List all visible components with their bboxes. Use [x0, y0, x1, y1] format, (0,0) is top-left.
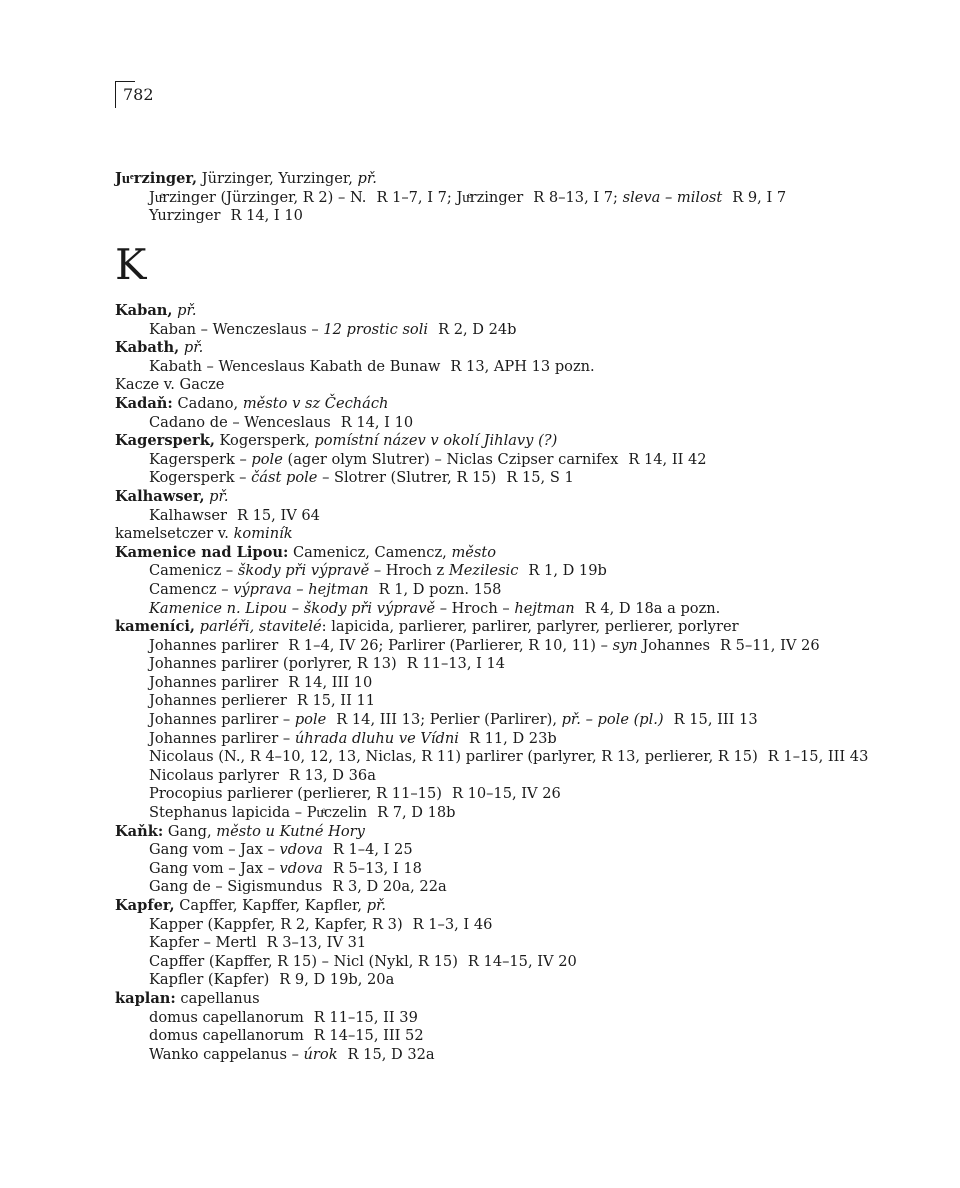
entry-text: Nicolaus (N., R 4–10, 12, 13, Niclas, R 11) parlirer (parlyrer, R 13, perlierer, R 15)	[149, 748, 758, 766]
entry-text: R 10–15, IV 26	[451, 785, 561, 803]
entry-text: Kacze v. Gacze	[115, 376, 225, 394]
index-headword-line	[115, 525, 935, 544]
index-subentry	[115, 841, 935, 860]
italic-annotation: město u Kutné Hory	[216, 822, 365, 840]
index-headword-line	[115, 339, 935, 358]
entry-text: R 5–13, I 18	[332, 859, 422, 877]
italic-annotation: syn	[612, 636, 638, 654]
entry-text: R 8–13, I 7;	[533, 188, 623, 206]
entry-text: : lapicida, parlierer, parlirer, parlyrer, perlierer, porlyrer	[321, 618, 739, 636]
index-subentry	[115, 469, 935, 488]
headword: Kadaň:	[115, 394, 173, 412]
italic-annotation: pomístní název v okolí Jihlavy (?)	[314, 432, 558, 450]
entry-text: R 14–15, IV 20	[467, 952, 577, 970]
entry-text: R 14, II 42	[628, 450, 707, 468]
entry-text: R 15, II 11	[296, 692, 376, 710]
entry-text: kamelsetczer v.	[115, 525, 234, 543]
headword: Kaban,	[115, 302, 173, 319]
index-subentry	[115, 637, 935, 656]
entry-text: R 9, I 7	[732, 188, 787, 206]
headword: kaplan:	[115, 989, 176, 1007]
index-subentry	[115, 1009, 935, 1028]
index-subentry	[115, 414, 935, 433]
entry-text: Johannes parlirer	[149, 636, 279, 654]
italic-annotation: vdova	[279, 841, 323, 859]
entry-text: Kogersperk,	[214, 432, 315, 450]
index-headword-line	[115, 395, 935, 414]
italic-annotation: 12 prostic soli	[323, 320, 429, 338]
italic-annotation: výprava – hejtman	[233, 580, 369, 598]
index-subentry	[115, 785, 935, 804]
entry-text: Procopius parlierer (perlierer, R 11–15)	[149, 785, 442, 803]
entry-text: Jürzinger, Yurzinger,	[197, 170, 358, 187]
entry-text: R 7, D 18b	[377, 804, 456, 822]
entry-text: Kaban – Wenczeslaus –	[149, 320, 324, 338]
entry-text: R 14, I 10	[230, 207, 303, 225]
entry-text: Camenicz, Camencz,	[288, 543, 452, 561]
index-subentry	[115, 600, 935, 619]
entry-text: R 15, D 32a	[347, 1045, 435, 1063]
entry-text: Cadano de – Wenceslaus	[149, 413, 331, 431]
entry-text: R 3–13, IV 31	[266, 934, 367, 952]
italic-annotation: Mezilesic	[448, 562, 519, 580]
entry-text: Capffer, Kapffer, Kapfler,	[174, 897, 367, 914]
entry-text: R 9, D 19b, 20a	[279, 971, 395, 989]
entry-text: Gang de – Sigismundus	[149, 878, 323, 896]
index-entries-top	[115, 170, 935, 226]
index-headword-line	[115, 897, 935, 916]
entry-text: R 14, III 10	[288, 673, 373, 691]
index-subentry	[115, 358, 935, 377]
entry-text: R 11–15, II 39	[313, 1008, 418, 1026]
entry-text: R 1–3, I 46	[412, 915, 493, 933]
index-headword-line	[115, 544, 935, 563]
entry-text: – Hroch z	[369, 562, 449, 580]
headword: Kaňk:	[115, 822, 164, 840]
index-subentry	[115, 655, 935, 674]
entry-text: Kogersperk –	[149, 469, 252, 487]
index-entries-k	[115, 302, 935, 1064]
entry-text: R 13, APH 13 pozn.	[450, 357, 595, 375]
entry-text: Stephanus lapicida – Puͤczelin	[149, 804, 368, 822]
italic-annotation: př.	[209, 487, 229, 505]
italic-annotation: Kamenice n. Lipou – škody při výpravě	[149, 599, 436, 617]
index-subentry	[115, 692, 935, 711]
italic-annotation: úrok	[303, 1045, 338, 1063]
index-subentry	[115, 507, 935, 526]
italic-annotation: část pole	[251, 469, 318, 487]
index-subentry	[115, 934, 935, 953]
entry-text: Wanko cappelanus –	[149, 1045, 304, 1063]
italic-annotation: př.	[183, 339, 204, 357]
entry-text: Johannes	[637, 636, 711, 654]
headword: Kagersperk,	[115, 432, 215, 450]
index-subentry	[115, 207, 935, 226]
entry-text: Johannes perlierer	[149, 692, 287, 710]
entry-text: Yurzinger	[149, 207, 221, 225]
entry-text: Johannes parlirer	[149, 673, 279, 691]
index-headword-line	[115, 990, 935, 1009]
index-subentry	[115, 878, 935, 897]
entry-text: R 4, D 18a a pozn.	[584, 599, 721, 617]
italic-annotation: pole	[294, 711, 327, 729]
entry-text: R 15, IV 64	[236, 506, 320, 524]
index-subentry	[115, 804, 935, 823]
entry-text: – Hroch –	[435, 599, 515, 617]
index-headword-line	[115, 170, 935, 189]
entry-text: R 15, S 1	[506, 469, 574, 487]
index-headword-line	[115, 823, 935, 842]
entry-text: R 1–7, I 7; Juͤrzinger	[376, 188, 524, 206]
entry-text: capellanus	[175, 989, 260, 1007]
entry-text: R 13, D 36a	[288, 766, 376, 784]
entry-text: R 14, III 13; Perlier (Parlirer),	[336, 711, 562, 729]
entry-text: domus capellanorum	[149, 1027, 304, 1045]
entry-text: R 14, I 10	[340, 413, 414, 431]
italic-annotation: parléři, stavitelé	[199, 618, 322, 636]
index-subentry	[115, 321, 935, 340]
entry-text: R 11, D 23b	[468, 729, 557, 747]
italic-annotation: úhrada dluhu ve Vídni	[294, 729, 459, 747]
italic-annotation: př.	[357, 170, 377, 187]
entry-text: Camencz –	[149, 580, 234, 598]
entry-text: Nicolaus parlyrer	[149, 766, 279, 784]
entry-text: R 5–11, IV 26	[720, 636, 820, 654]
index-subentry	[115, 189, 935, 208]
entry-text: R 1–4, I 25	[332, 841, 413, 859]
entry-text: Kabath – Wenceslaus Kabath de Bunaw	[149, 357, 441, 375]
entry-text: Kagersperk –	[149, 450, 252, 468]
entry-text: R 1–15, III 43	[767, 748, 869, 766]
italic-annotation: vdova	[279, 859, 323, 877]
index-subentry	[115, 860, 935, 879]
index-subentry	[115, 711, 935, 730]
index-subentry	[115, 1027, 935, 1046]
index-subentry	[115, 581, 935, 600]
index-subentry	[115, 562, 935, 581]
page-number: 782	[123, 85, 154, 104]
italic-annotation: sleva – milost	[622, 188, 723, 206]
index-subentry	[115, 916, 935, 935]
entry-text: Juͤrzinger (Jürzinger, R 2) – N.	[149, 188, 367, 206]
entry-text: Camenicz –	[149, 562, 238, 580]
entry-text: Kalhawser	[149, 506, 227, 524]
headword: Kalhawser,	[115, 487, 205, 505]
entry-text: Gang vom – Jax –	[149, 859, 280, 877]
entry-text: R 11–13, I 14	[406, 655, 506, 673]
italic-annotation: hejtman	[514, 599, 575, 617]
italic-annotation: př. – pole (pl.)	[561, 711, 664, 729]
entry-text: R 14–15, III 52	[313, 1027, 424, 1045]
entry-text: Kapfler (Kapfer)	[149, 971, 270, 989]
entry-text: Capffer (Kapffer, R 15) – Nicl (Nykl, R 15)	[149, 952, 458, 970]
section-letter: K	[115, 240, 147, 289]
entry-text: Johannes parlirer –	[149, 711, 295, 729]
index-subentry	[115, 674, 935, 693]
entry-text: Cadano,	[172, 394, 243, 412]
index-headword-line	[115, 432, 935, 451]
italic-annotation: město v sz Čechách	[242, 394, 389, 412]
index-subentry	[115, 730, 935, 749]
entry-text: R 1–4, IV 26; Parlirer (Parlierer, R 10, 11) –	[288, 636, 613, 654]
index-subentry	[115, 767, 935, 786]
entry-text: R 1, D 19b	[528, 562, 607, 580]
index-headword-line	[115, 488, 935, 507]
index-subentry	[115, 451, 935, 470]
index-subentry	[115, 1046, 935, 1065]
entry-text: R 1, D pozn. 158	[378, 580, 502, 598]
italic-annotation: město	[451, 543, 497, 561]
entry-text: Johannes parlirer –	[149, 729, 295, 747]
index-subentry	[115, 748, 935, 767]
entry-text: domus capellanorum	[149, 1008, 304, 1026]
entry-text: (ager olym Slutrer) – Niclas Czipser carnifex	[282, 450, 619, 468]
entry-text: – Slotrer (Slutrer, R 15)	[317, 469, 497, 487]
entry-text: Gang,	[163, 822, 217, 840]
index-headword-line	[115, 376, 935, 395]
headword: Kamenice nad Lipou:	[115, 543, 289, 561]
entry-text: Gang vom – Jax –	[149, 841, 280, 859]
italic-annotation: škody při výpravě	[237, 562, 370, 580]
headword: kameníci,	[115, 618, 195, 636]
headword: Kapfer,	[115, 897, 175, 914]
italic-annotation: př.	[366, 897, 387, 914]
index-headword-line	[115, 618, 935, 637]
entry-text: Kapfer – Mertl	[149, 934, 257, 952]
entry-text: Johannes parlirer (porlyrer, R 13)	[149, 655, 397, 673]
index-headword-line	[115, 302, 935, 321]
entry-text: R 15, III 13	[673, 711, 758, 729]
italic-annotation: pole	[251, 450, 283, 468]
index-subentry	[115, 953, 935, 972]
entry-text: R 2, D 24b	[438, 320, 517, 338]
italic-annotation: př.	[177, 302, 197, 319]
headword: Juͤrzinger,	[115, 170, 198, 187]
italic-annotation: kominík	[233, 525, 293, 543]
entry-text: Kapper (Kappfer, R 2, Kapfer, R 3)	[149, 915, 403, 933]
headword: Kabath,	[115, 339, 180, 357]
index-subentry	[115, 971, 935, 990]
entry-text: R 3, D 20a, 22a	[332, 878, 447, 896]
